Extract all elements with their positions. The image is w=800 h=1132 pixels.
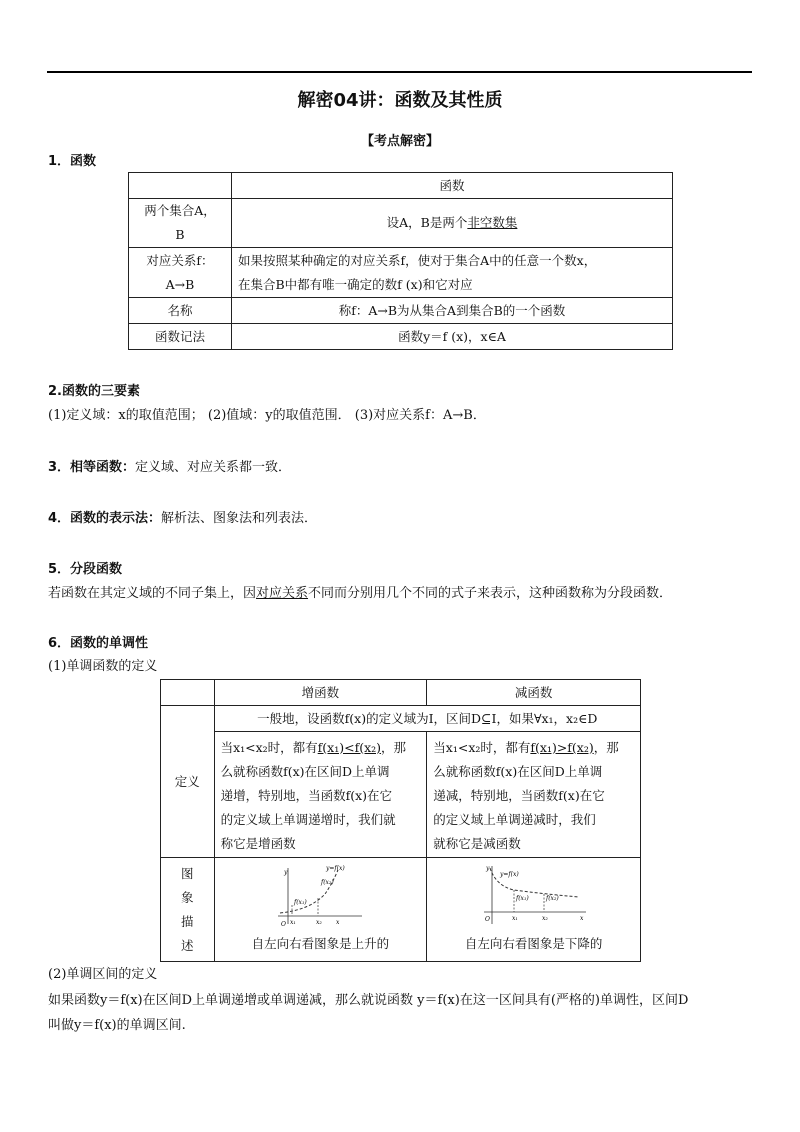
curve-label: y=f(x): [326, 864, 346, 872]
definition-label: 定义: [161, 706, 215, 858]
curve-label: y=f(x): [499, 870, 519, 878]
increasing-header: 增函数: [214, 680, 427, 706]
page-title: 解密04讲：函数及其性质: [297, 90, 503, 111]
monotone-interval-subheading: (2)单调区间的定义: [48, 967, 158, 982]
f-x2-label: f(x₂): [321, 878, 335, 886]
table2-corner: [161, 680, 215, 706]
three-elements-line: (1)定义域：x的取值范围； (2)值域：y的取值范围． (3)对应关系f：A→B．: [48, 408, 486, 423]
decreasing-definition: 当x₁<x₂时，都有f(x₁)>f(x₂)，那 么就称函数f(x)在区间D上单调 递减，特别地，当函数f(x)在它 的定义域上单调递减时，我们 就称它是减函数: [427, 732, 641, 858]
decreasing-caption: 自左向右看图象是下降的: [464, 935, 603, 951]
table1-row-label: 两个集合A， B: [129, 199, 232, 248]
monotone-interval-para-2: 叫做y＝f(x)的单调区间.: [48, 1018, 186, 1033]
y-label: y: [485, 864, 490, 872]
x1-label: x₁: [511, 914, 518, 922]
graph-description-label: 图 象 描 述: [161, 858, 215, 962]
x1-label: x₁: [290, 918, 297, 926]
origin-label: O: [484, 915, 490, 923]
x2-label: x₂: [316, 918, 323, 926]
increasing-graph-cell: [214, 858, 427, 962]
equal-function-line: 3．相等函数：定义域、对应关系都一致．: [48, 460, 292, 475]
x-label: x: [336, 918, 340, 926]
decreasing-graph-cell: [427, 858, 641, 962]
piecewise-text: 若函数在其定义域的不同子集上，因对应关系不同而分别用几个不同的式子来表示，这种函数称为分段函数．: [48, 586, 673, 601]
f-x2-label: f(x₂): [545, 894, 559, 902]
table1-corner: [129, 173, 232, 199]
table1-row-label: 函数记法: [129, 324, 232, 350]
common-definition: 一般地，设函数f(x)的定义域为I，区间D⊆I，如果∀x₁，x₂∈D: [214, 706, 640, 732]
heading-three-elements: 2.函数的三要素: [48, 384, 140, 399]
monotonicity-table: [160, 679, 641, 962]
function-table: [128, 172, 673, 350]
monotone-interval-para-1: 如果函数y＝f(x)在区间D上单调递增或单调递减，那么就说函数 y＝f(x)在这一区间具有(严格的)单调性，区间D: [48, 993, 689, 1008]
table1-row-content: 函数y＝f (x)，x∈A: [232, 324, 673, 350]
decreasing-function-graph: [474, 864, 594, 932]
monotone-def-subheading: (1)单调函数的定义: [48, 659, 158, 674]
top-rule: [47, 71, 752, 73]
heading-piecewise: 5．分段函数: [48, 562, 123, 577]
table1-row-content: 称f：A→B为从集合A到集合B的一个函数: [232, 298, 673, 324]
representation-line: 4．函数的表示法：解析法、图象法和列表法．: [48, 511, 318, 526]
f-x1-label: f(x₁): [515, 894, 529, 902]
y-label: y: [284, 868, 288, 876]
increasing-function-graph: [270, 864, 370, 932]
increasing-curve: [280, 870, 338, 913]
table1-row-label: 对应关系f： A→B: [129, 248, 232, 298]
section-subtitle: 【考点解密】: [360, 134, 439, 149]
heading-monotonicity: 6．函数的单调性: [48, 636, 149, 651]
table1-row-content: 设A，B是两个非空数集: [232, 199, 673, 248]
table1-row-label: 名称: [129, 298, 232, 324]
increasing-definition: 当x₁<x₂时，都有f(x₁)<f(x₂)，那 么就称函数f(x)在区间D上单调 递增，特别地，当函数f(x)在它 的定义域上单调递增时，我们就 称它是增函数: [214, 732, 427, 858]
f-x1-label: f(x₁): [294, 898, 308, 906]
heading-function: 1．函数: [48, 154, 97, 169]
table1-row-content: 如果按照某种确定的对应关系f，使对于集合A中的任意一个数x， 在集合B中都有唯一确定的数f (x)和它对应: [232, 248, 673, 298]
origin-label: O: [281, 920, 287, 928]
increasing-caption: 自左向右看图象是上升的: [251, 935, 390, 951]
table1-header: 函数: [232, 173, 673, 199]
decreasing-header: 减函数: [427, 680, 641, 706]
x2-label: x₂: [541, 914, 548, 922]
x-label: x: [579, 914, 584, 922]
